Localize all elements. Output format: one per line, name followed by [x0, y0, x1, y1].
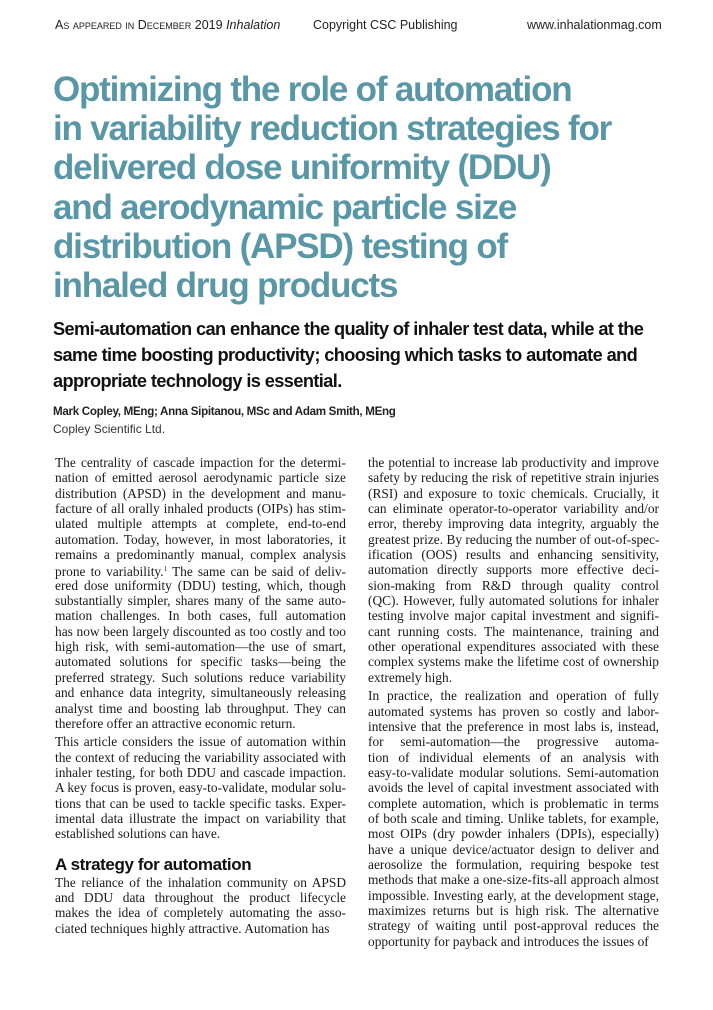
text-line: has now been largely discounted as too costly and too: [55, 623, 346, 639]
text-line: therefore offer an attractive economic return.: [55, 715, 296, 731]
text-line: ification (OOS) results and enhancing sensitivity,: [368, 547, 659, 563]
affiliation: Copley Scientific Ltd.: [53, 422, 166, 436]
magazine-name: Inhalation: [226, 18, 281, 32]
paragraph: [55, 455, 346, 731]
issue-date: As appeared in December 2019: [55, 18, 223, 32]
text-line: complete automation, which is problematic in terms: [368, 795, 659, 811]
text-line: facture of all orally inhaled products (OIPs) has stim-: [55, 501, 346, 517]
text-line: automation. Today, however, in most laboratories, it: [55, 531, 346, 547]
paragraph: [368, 455, 659, 685]
text-line: (QC). However, fully automated solutions for inhaler: [368, 593, 659, 609]
text-line: easy-to-validate modular solutions. Semi-automation: [368, 764, 659, 780]
text-line: nation of emitted aerosol aerodynamic particle size: [55, 470, 346, 486]
text-line: intensive that the preference in most labs is, instead,: [368, 718, 659, 734]
text-line: other operational expenditures associated with these: [368, 639, 659, 655]
text-line: The centrality of cascade impaction for the determi-: [55, 455, 346, 470]
authors: Mark Copley, MEng; Anna Sipitanou, MSc and Adam Smith, MEng: [53, 405, 396, 418]
text-line: have a unique device/actuator design to deliver and: [368, 841, 659, 857]
text-line: The reliance of the inhalation community on APSD: [55, 874, 346, 890]
text-line: high risk, with semi-automation—the use of smart,: [55, 639, 346, 655]
text-line: established solutions can have.: [55, 826, 221, 842]
text-line: tions that can be used to tackle specific tasks. Exper-: [55, 795, 346, 811]
text-line: impossible. Investing early, at the development stage,: [368, 887, 659, 903]
text-line: ulated multiple attempts at complete, end-to-end: [55, 516, 346, 532]
left-column: [55, 455, 346, 939]
text-line: makes the idea of completely automating the asso-: [55, 905, 346, 921]
article-title: [53, 70, 611, 305]
text-line: for semi-automation—the progressive automa-: [368, 734, 659, 750]
text-line: remains a predominantly manual, complex analysis: [55, 547, 346, 563]
text-line: safety by reducing the risk of repetitive strain injuries: [368, 470, 659, 486]
text-line: tion of individual elements of an analysis with: [368, 749, 659, 765]
text-line: error, thereby improving data integrity, arguably the: [368, 516, 659, 532]
text-line: the context of reducing the variability associated with: [55, 749, 346, 765]
text-line: analyst time and boosting lab throughput. They can: [55, 700, 346, 716]
paragraph: [55, 875, 346, 936]
right-column: [368, 455, 659, 952]
text-line: This article considers the issue of automation within: [55, 734, 346, 750]
text-line: delivered dose uniformity (DDU): [53, 148, 551, 188]
text-line: aerosolize the formulation, requiring bespoke test: [368, 856, 659, 872]
text-line: [55, 562, 346, 580]
text-line: opportunity for payback and introduces the issues of: [368, 933, 649, 949]
text-fragment: prone to variability.: [55, 564, 164, 580]
text-line: can eliminate operator-to-operator variability and/or: [368, 501, 659, 517]
text-fragment: The same can be said of deliv-: [167, 564, 346, 580]
text-line: imental data illustrate the impact on variability that: [55, 810, 346, 826]
text-line: and aerodynamic particle size: [53, 187, 517, 227]
paragraph: [55, 734, 346, 841]
text-line: In practice, the realization and operation of fully: [368, 688, 659, 704]
paragraph: [368, 688, 659, 949]
text-line: A key focus is proven, easy-to-validate, modular solu-: [55, 780, 346, 796]
text-line: and DDU data throughout the product lifecycle: [55, 889, 346, 905]
text-line: the potential to increase lab productivity and improve: [368, 455, 659, 470]
text-line: mation challenges. In both cases, full automation: [55, 608, 346, 624]
text-line: strategy of waiting until post-approval reduces the: [368, 918, 659, 934]
text-line: sion-making from R&D through quality control: [368, 577, 659, 593]
text-line: Semi-automation can enhance the quality of inhaler test data, while at the: [53, 319, 644, 339]
text-line: avoids the level of capital investment associated with: [368, 780, 659, 796]
website-link[interactable]: www.inhalationmag.com: [527, 18, 662, 32]
article-subtitle: [53, 316, 643, 394]
text-line: greatest prize. By reducing the number of out-of-spec-: [368, 531, 660, 547]
footnote-ref[interactable]: 1: [163, 565, 168, 574]
text-line: distribution (APSD) testing of: [53, 226, 507, 266]
text-line: methods that make a one-size-fits-all approach almost: [368, 872, 659, 888]
copyright: Copyright CSC Publishing: [313, 18, 458, 32]
text-line: same time boosting productivity; choosing which tasks to automate and: [53, 345, 638, 365]
text-line: and enhance data integrity, simultaneously releasing: [55, 685, 346, 701]
text-line: extremely high.: [368, 669, 453, 685]
text-line: cant running costs. The maintenance, training and: [368, 623, 659, 639]
text-line: automated solutions for specific tasks—being the: [55, 654, 346, 670]
text-line: testing involve major capital investment and signifi-: [368, 608, 659, 624]
text-line: inhaled drug products: [53, 266, 398, 306]
text-line: inhaler testing, for both DDU and cascade impaction.: [55, 764, 346, 780]
text-line: in variability reduction strategies for: [53, 109, 612, 149]
text-line: automated systems has proven so costly and labor-: [368, 703, 659, 719]
text-line: preferred strategy. Such solutions reduce variability: [55, 669, 346, 685]
text-line: maximizes returns but is high risk. The alternative: [368, 902, 659, 918]
text-line: automation directly supports more effective deci-: [368, 562, 659, 578]
text-line: most OIPs (dry powder inhalers (DPIs), especially): [368, 826, 659, 842]
text-line: ciated techniques highly attractive. Automation has: [55, 920, 330, 936]
text-line: of both scale and timing. Unlike tablets, for example,: [368, 810, 659, 826]
text-line: complex systems make the lifetime cost of ownership: [368, 654, 659, 670]
text-line: distribution (APSD) in the development and manu-: [55, 485, 346, 501]
text-line: substantially simpler, shares many of the same auto-: [55, 593, 346, 609]
text-line: ered dose uniformity (DDU) testing, which, though: [55, 577, 346, 593]
text-line: appropriate technology is essential.: [53, 371, 342, 391]
text-line: Optimizing the role of automation: [53, 70, 572, 109]
text-line: (RSI) and exposure to toxic chemicals. Crucially, it: [368, 485, 659, 501]
section-heading: A strategy for automation: [55, 854, 252, 874]
issue-credit: [55, 18, 280, 32]
